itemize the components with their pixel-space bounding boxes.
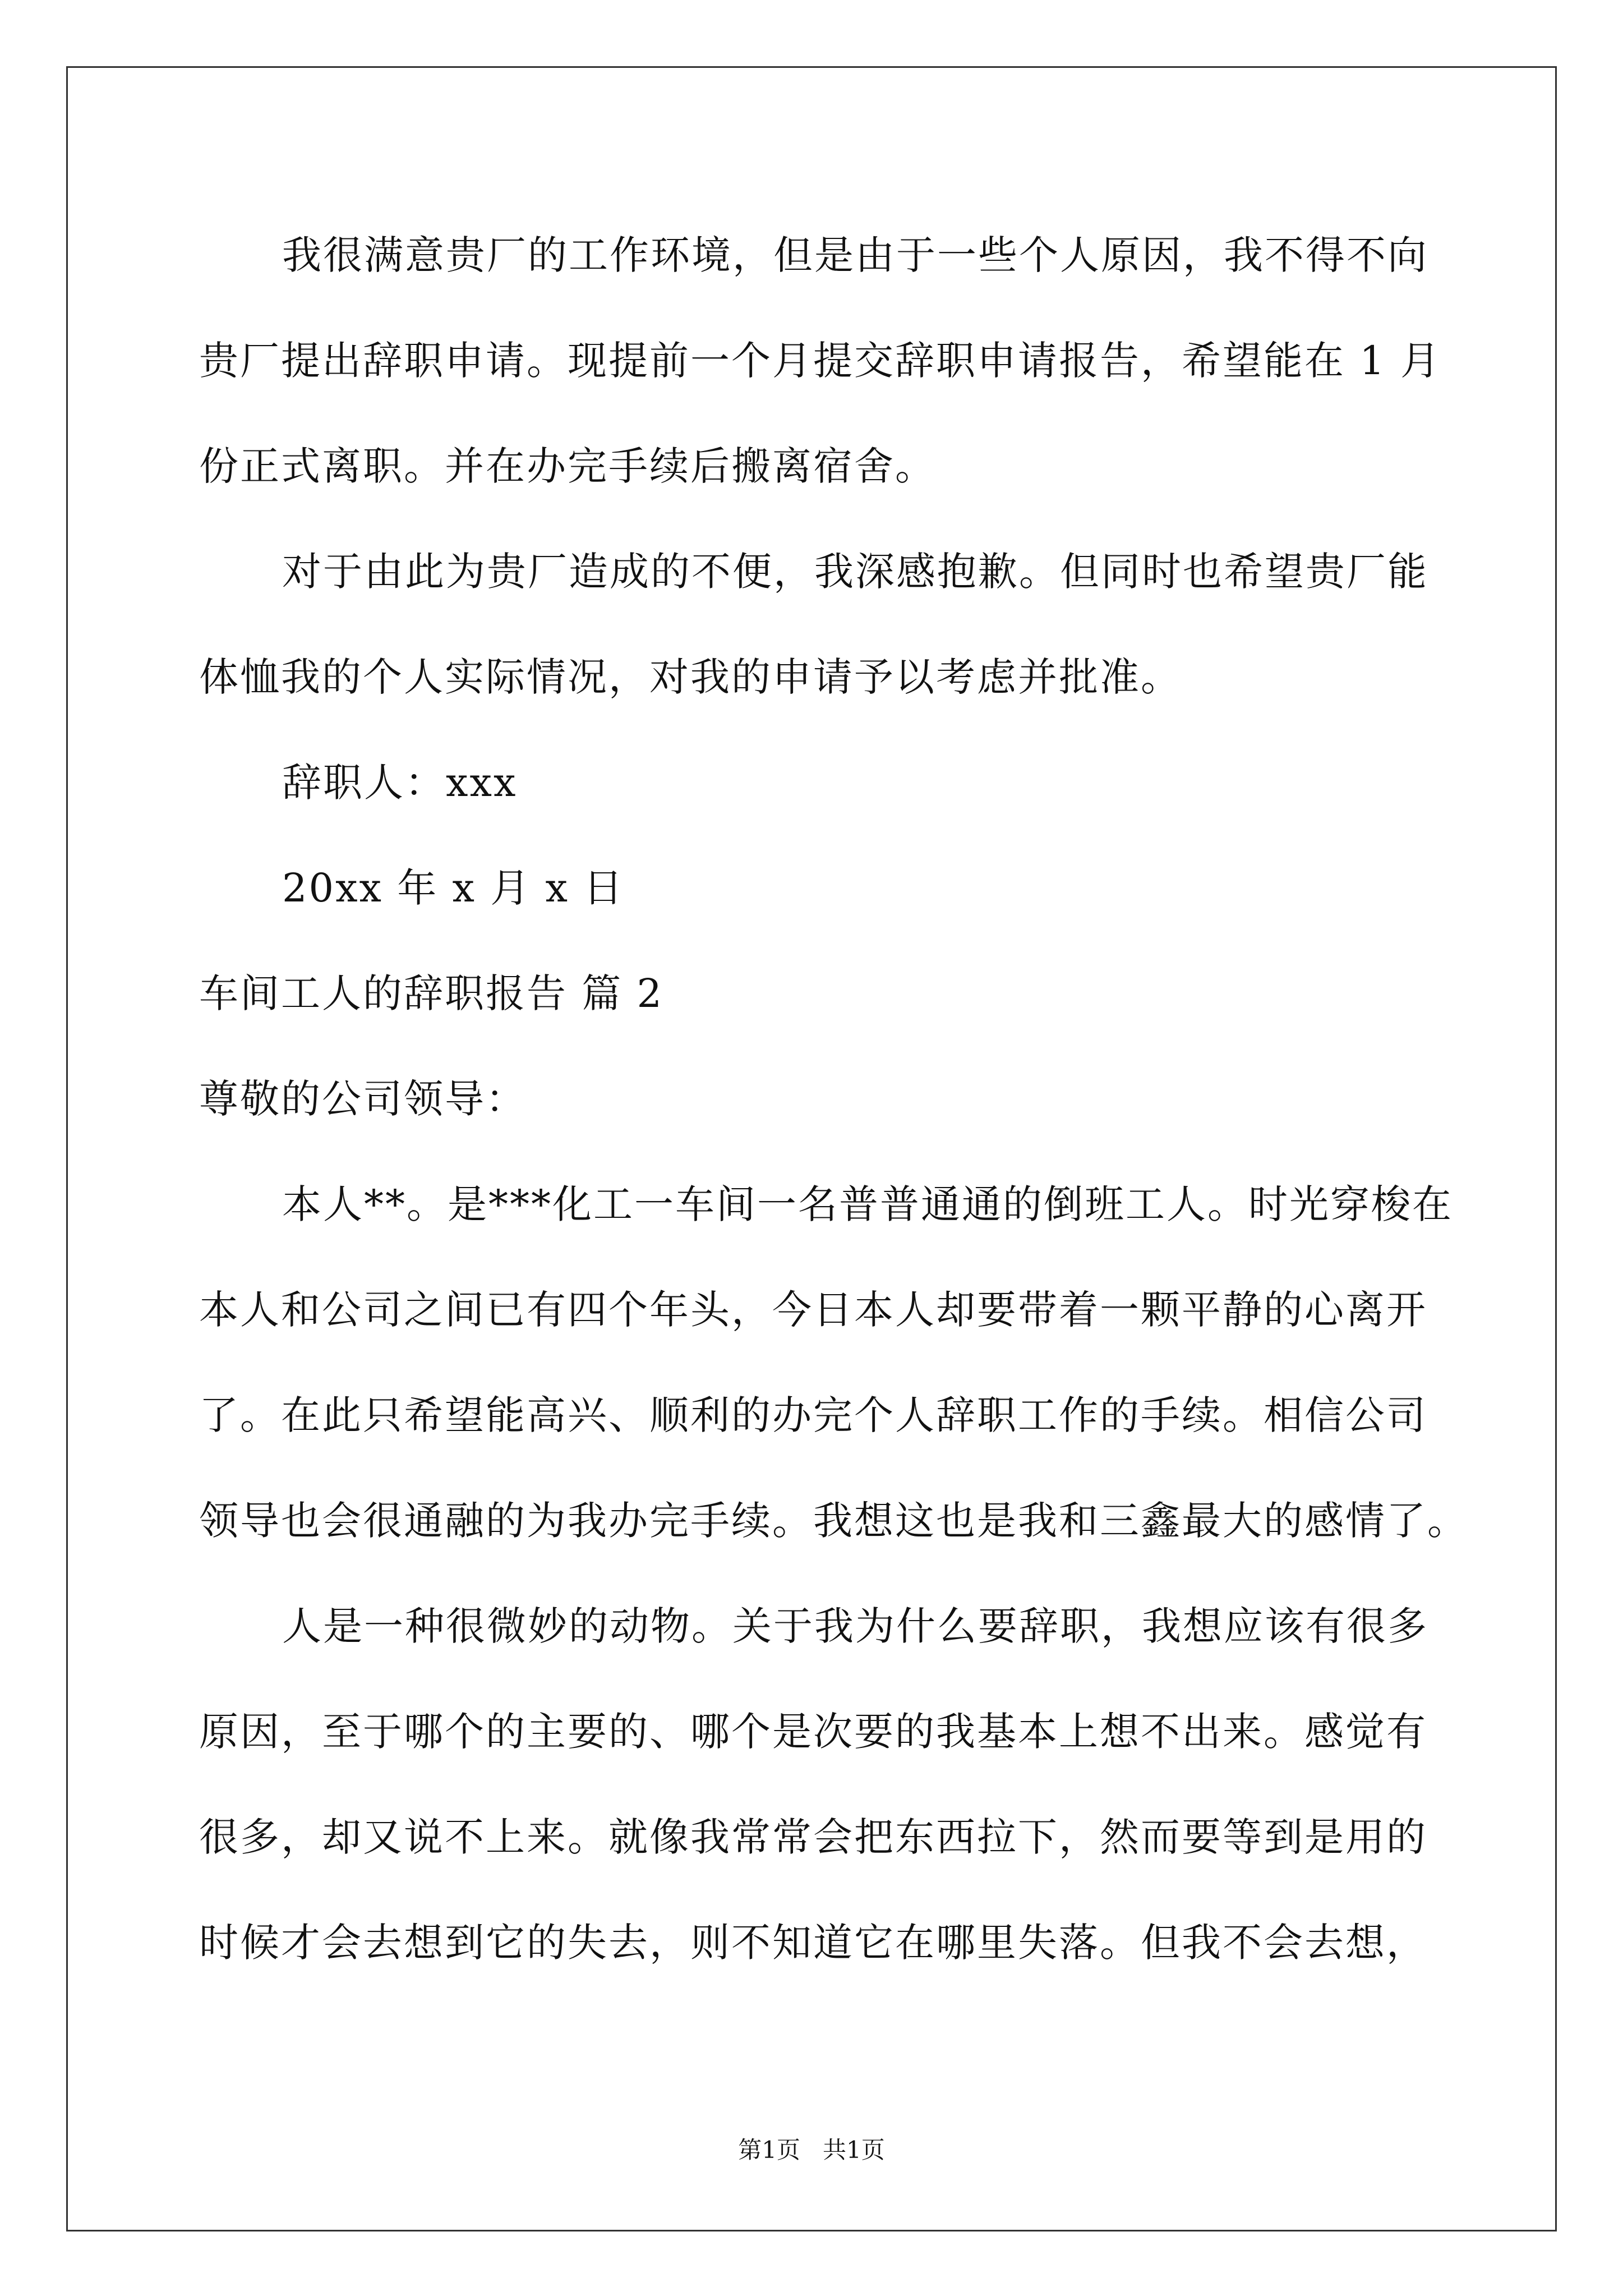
paragraph-2-line-1: 对于由此为贵厂造成的不便，我深感抱歉。但同时也希望贵厂能 [282, 549, 1428, 595]
signature-date: 20xx 年 x 月 x 日 [282, 865, 625, 911]
paragraph-4-line-4: 时候才会去想到它的失去，则不知道它在哪里失落。但我不会去想， [199, 1920, 1427, 1966]
paragraph-3-line-1: 本人**。是***化工一车间一名普普通通的倒班工人。时光穿梭在 [282, 1181, 1453, 1227]
paragraph-4-line-3: 很多，却又说不上来。就像我常常会把东西拉下，然而要等到是用的 [199, 1814, 1427, 1860]
paragraph-3-line-3: 了。在此只希望能高兴、顺利的办完个人辞职工作的手续。相信公司 [199, 1392, 1427, 1438]
paragraph-1-line-1: 我很满意贵厂的工作环境，但是由于一些个人原因，我不得不向 [282, 232, 1428, 278]
paragraph-2-line-2: 体恤我的个人实际情况，对我的申请予以考虑并批准。 [199, 654, 1182, 700]
paragraph-1-line-2: 贵厂提出辞职申请。现提前一个月提交辞职申请报告，希望能在 1 月 [199, 338, 1442, 384]
salutation: 尊敬的公司领导： [199, 1076, 527, 1122]
paragraph-3-line-4: 领导也会很通融的为我办完手续。我想这也是我和三鑫最大的感情了。 [199, 1498, 1468, 1544]
paragraph-4-line-2: 原因，至于哪个的主要的、哪个是次要的我基本上想不出来。感觉有 [199, 1709, 1427, 1755]
paragraph-1-line-3: 份正式离职。并在办完手续后搬离宿舍。 [199, 443, 936, 489]
paragraph-3-line-2: 本人和公司之间已有四个年头，今日本人却要带着一颗平静的心离开 [199, 1287, 1427, 1333]
page-footer: 第1页 共1页 [738, 2136, 885, 2164]
page-border [66, 66, 1557, 2231]
signature-name: 辞职人：xxx [282, 760, 518, 806]
section-title: 车间工人的辞职报告 篇 2 [199, 970, 664, 1016]
paragraph-4-line-1: 人是一种很微妙的动物。关于我为什么要辞职，我想应该有很多 [282, 1603, 1428, 1649]
